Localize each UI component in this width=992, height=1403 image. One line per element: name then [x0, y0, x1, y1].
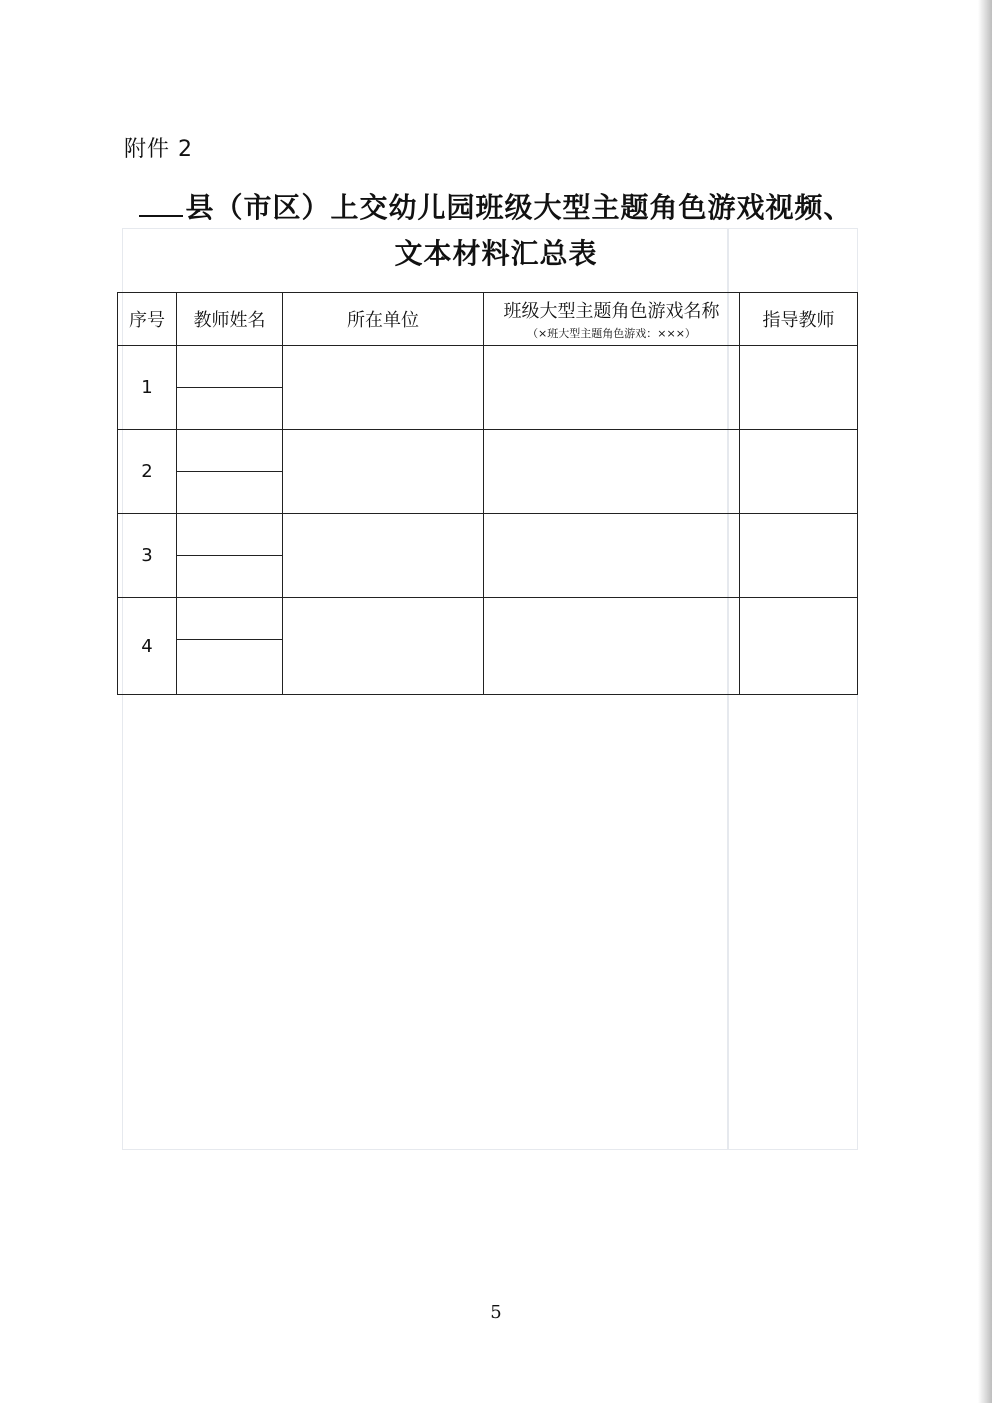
- teacher-name-cell[interactable]: [177, 514, 283, 556]
- row-index-cell: 1: [118, 346, 177, 430]
- unit-cell[interactable]: [283, 346, 484, 430]
- row-index-cell: 2: [118, 430, 177, 514]
- header-teacher-name: 教师姓名: [177, 293, 283, 346]
- county-blank-line: [139, 189, 183, 217]
- teacher-name-cell[interactable]: [177, 640, 283, 695]
- game-name-cell[interactable]: [484, 598, 740, 695]
- unit-cell[interactable]: [283, 514, 484, 598]
- header-mentor: 指导教师: [740, 293, 858, 346]
- mentor-cell[interactable]: [740, 598, 858, 695]
- header-unit: 所在单位: [283, 293, 484, 346]
- row-index-cell: 4: [118, 598, 177, 695]
- document-title-line-2: 文本材料汇总表: [394, 237, 598, 270]
- unit-cell[interactable]: [283, 430, 484, 514]
- mentor-cell[interactable]: [740, 514, 858, 598]
- table-row: [118, 514, 858, 556]
- game-name-cell[interactable]: [484, 514, 740, 598]
- title-line-1-text: 县（市区）上交幼儿园班级大型主题角色游戏视频、: [185, 191, 853, 224]
- page-number: 5: [490, 1302, 502, 1323]
- header-index: 序号: [118, 293, 177, 346]
- row-index-cell: 3: [118, 514, 177, 598]
- teacher-name-cell[interactable]: [177, 472, 283, 514]
- teacher-name-cell[interactable]: [177, 598, 283, 640]
- unit-cell[interactable]: [283, 598, 484, 695]
- header-game-name-main: 班级大型主题角色游戏名称: [503, 301, 720, 322]
- mentor-cell[interactable]: [740, 430, 858, 514]
- teacher-name-cell[interactable]: [177, 430, 283, 472]
- teacher-name-cell[interactable]: [177, 388, 283, 430]
- summary-table: [117, 292, 858, 695]
- document-title-line-1: [0, 186, 992, 226]
- table-row: [118, 346, 858, 388]
- header-game-name-note: （×班大型主题角色游戏：×××）: [527, 327, 696, 340]
- game-name-cell[interactable]: [484, 430, 740, 514]
- teacher-name-cell[interactable]: [177, 556, 283, 598]
- teacher-name-cell[interactable]: [177, 346, 283, 388]
- mentor-cell[interactable]: [740, 346, 858, 430]
- table-header-row: [118, 293, 858, 346]
- header-game-name: [484, 293, 740, 346]
- table-row: [118, 598, 858, 640]
- game-name-cell[interactable]: [484, 346, 740, 430]
- attachment-label: 附件 2: [124, 137, 193, 162]
- table-row: [118, 430, 858, 472]
